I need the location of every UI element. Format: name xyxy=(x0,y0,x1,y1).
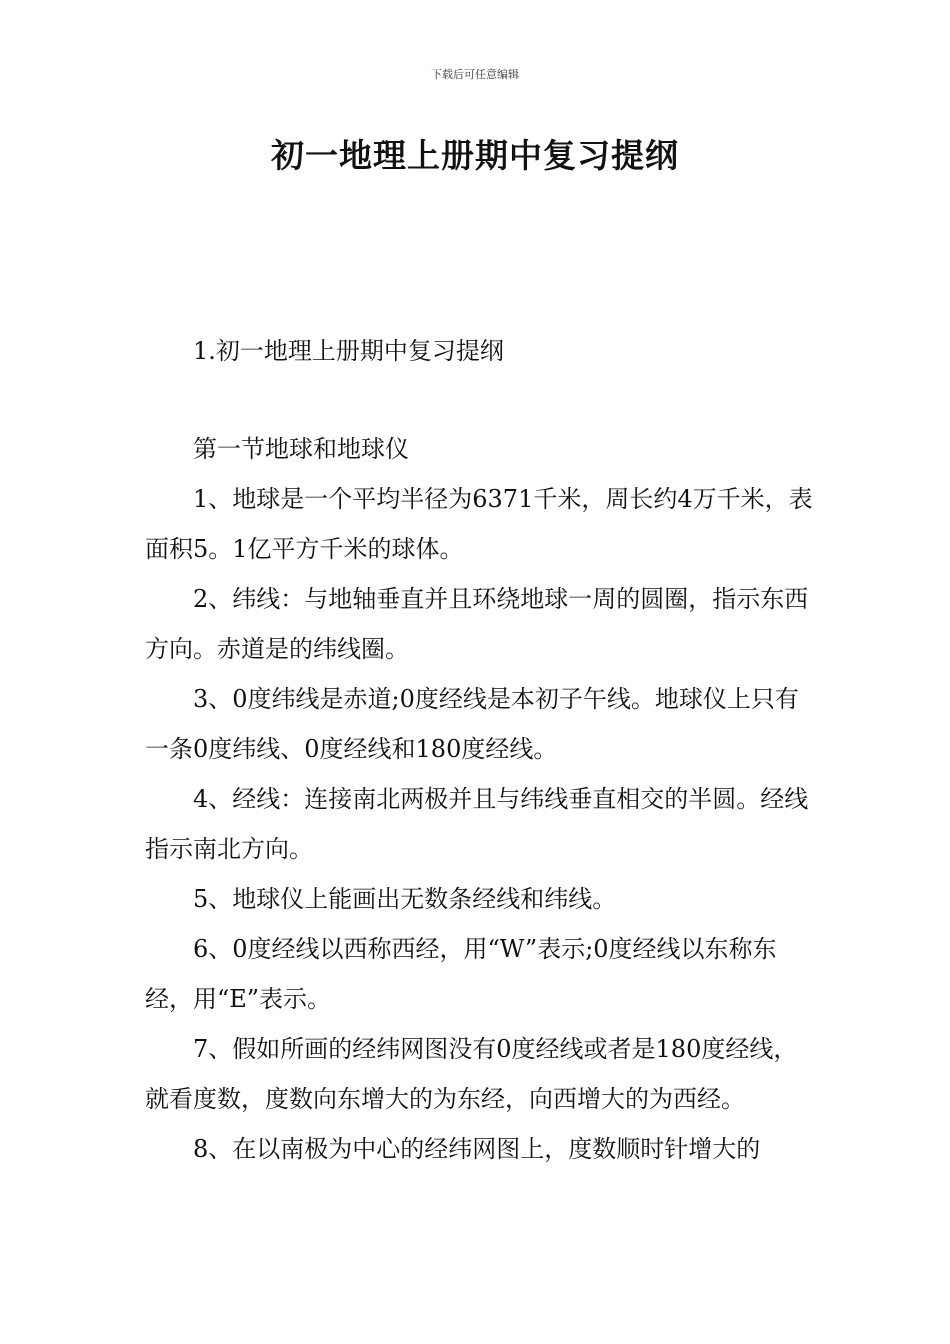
paragraph-2: 2、纬线：与地轴垂直并且环绕地球一周的圆圈，指示东西方向。赤道是的纬线圈。 xyxy=(145,585,809,663)
paragraph-8: 8、在以南极为中心的经纬网图上，度数顺时针增大的 xyxy=(193,1135,761,1163)
subtitle-line xyxy=(145,326,815,376)
subtitle-text: 1.初一地理上册期中复习提纲 xyxy=(193,337,504,365)
paragraph-6: 6、0度经线以西称西经，用“W”表示;0度经线以东称东经，用“E”表示。 xyxy=(145,935,777,1013)
paragraph-5: 5、地球仪上能画出无数条经线和纬线。 xyxy=(193,885,617,913)
document-body xyxy=(145,424,815,1174)
document-title: 初一地理上册期中复习提纲 xyxy=(271,136,679,175)
paragraph-7: 7、假如所画的经纬网图没有0度经线或者是180度经线，就看度数，度数向东增大的为东经，向西增大的为西经。 xyxy=(145,1035,798,1113)
section-heading: 第一节地球和地球仪 xyxy=(193,435,409,463)
paragraph-1: 1、地球是一个平均半径为6371千米，周长约4万千米，表面积5。1亿平方千米的球体。 xyxy=(145,485,813,563)
paragraph-3: 3、0度纬线是赤道;0度经线是本初子午线。地球仪上只有一条0度纬线、0度经线和180度经线。 xyxy=(145,685,799,763)
header-note: 下载后可任意编辑 xyxy=(431,68,519,81)
paragraph-4: 4、经线：连接南北两极并且与纬线垂直相交的半圆。经线指示南北方向。 xyxy=(145,785,809,863)
